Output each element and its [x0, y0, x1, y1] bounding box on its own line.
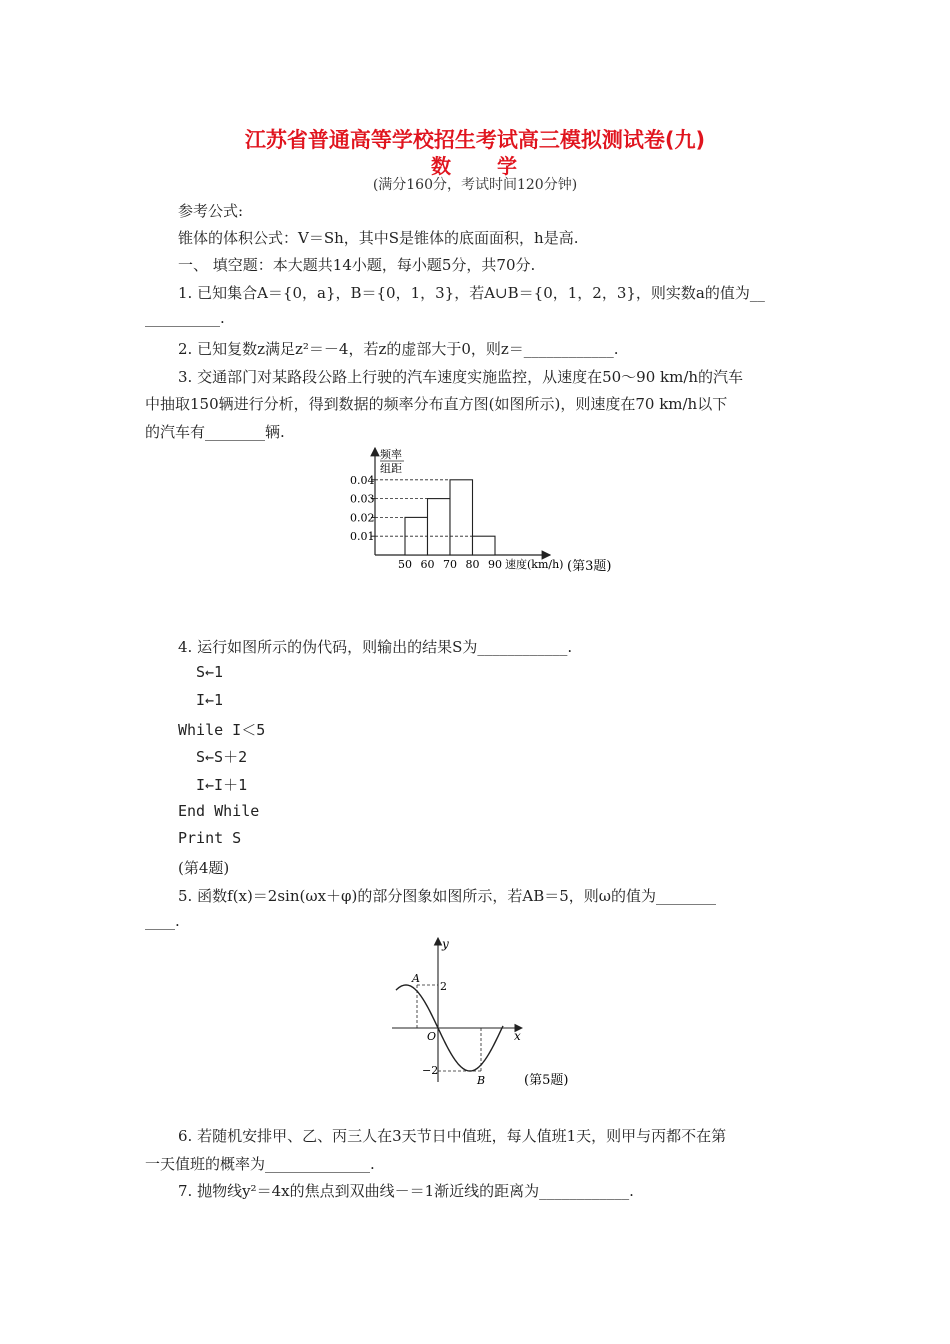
histogram-bar — [473, 536, 496, 555]
question-1-line-1: 1. 已知集合A＝{0，a}，B＝{0，1，3}，若A∪B＝{0，1，2，3}，则实数a的值为__ — [178, 284, 765, 302]
question-4: 4. 运行如图所示的伪代码，则输出的结果S为____________. — [178, 638, 573, 656]
point-b-label: B — [477, 1074, 486, 1087]
page-title: 江苏省普通高等学校招生考试高三模拟测试卷(九) — [244, 128, 706, 152]
code-line-1: S←1 — [196, 663, 224, 681]
subject-title: 数 学 — [431, 154, 519, 178]
question-3-line-3: 的汽车有________辆. — [145, 423, 285, 441]
code-line-4: S←S＋2 — [196, 748, 248, 766]
question-3-line-2: 中抽取150辆进行分析，得到数据的频率分布直方图(如图所示)，则速度在70 km/h以下 — [145, 395, 728, 413]
histogram-bar — [450, 480, 473, 555]
y-axis-label: y — [442, 937, 449, 951]
formula-text: 锥体的体积公式：V＝Sh，其中S是锥体的底面面积，h是高. — [178, 229, 579, 247]
section-heading: 一、 填空题：本大题共14小题，每小题5分，共70分. — [178, 256, 536, 274]
sine-graph — [380, 932, 620, 1092]
question-2: 2. 已知复数z满足z²＝－4，若z的虚部大于0，则z＝____________. — [178, 340, 619, 358]
question-3-line-1: 3. 交通部门对某路段公路上行驶的汽车速度实施监控，从速度在50～90 km/h的汽车 — [178, 368, 744, 386]
question-1-line-2: __________. — [145, 309, 225, 327]
question-6-line-2: 一天值班的概率为______________. — [145, 1155, 375, 1173]
x-tick-label: 50 — [398, 558, 412, 571]
tick-neg-2: −2 — [422, 1064, 439, 1077]
y-tick-label: 0.04 — [350, 473, 375, 487]
x-axis-label: x — [514, 1029, 521, 1043]
histogram-chart — [340, 444, 640, 584]
figure-caption-3: (第3题) — [567, 559, 612, 574]
question-5-line-2: ____. — [145, 912, 180, 930]
y-label-top: 频率 — [380, 448, 402, 461]
x-tick-label: 60 — [420, 558, 435, 571]
x-tick-label: 90 — [488, 558, 502, 571]
code-line-6: End While — [178, 802, 260, 820]
y-tick-label: 0.03 — [350, 492, 375, 506]
y-tick-label: 0.01 — [350, 530, 375, 544]
exam-info: (满分160分，考试时间120分钟) — [372, 177, 578, 193]
code-line-2: I←1 — [196, 691, 224, 709]
y-label-bottom: 组距 — [380, 462, 402, 475]
code-line-3: While I＜5 — [178, 721, 266, 739]
question-5-line-1: 5. 函数f(x)＝2sin(ωx＋φ)的部分图象如图所示，若AB＝5，则ω的值为________ — [178, 887, 717, 905]
x-axis-label: 速度(km/h) — [505, 558, 564, 571]
formula-title: 参考公式: — [178, 202, 244, 220]
figure-caption-4: (第4题) — [178, 859, 230, 877]
x-tick-label: 80 — [465, 558, 480, 571]
point-a-label: A — [412, 972, 420, 985]
code-line-5: I←I＋1 — [196, 776, 248, 794]
tick-2: 2 — [440, 980, 447, 993]
y-tick-label: 0.02 — [350, 511, 375, 525]
question-6-line-1: 6. 若随机安排甲、乙、丙三人在3天节日中值班，每人值班1天，则甲与丙都不在第 — [178, 1127, 727, 1145]
code-line-7: Print S — [178, 829, 242, 847]
origin-label: O — [427, 1030, 437, 1043]
figure-caption-5: (第5题) — [524, 1073, 569, 1088]
question-7: 7. 抛物线y²＝4x的焦点到双曲线－＝1渐近线的距离为____________. — [178, 1182, 634, 1200]
x-tick-label: 70 — [443, 558, 457, 571]
histogram-bar — [428, 499, 451, 555]
